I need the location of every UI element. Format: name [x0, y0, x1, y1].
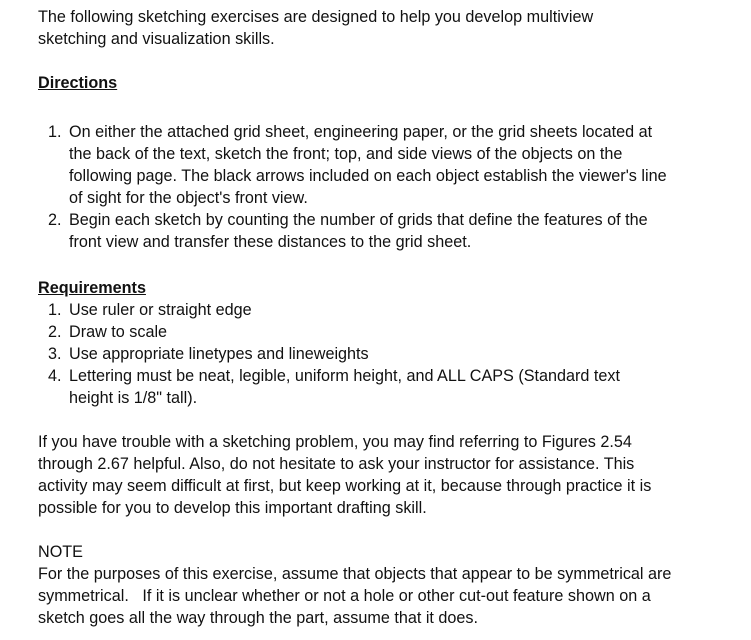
note-paragraph: For the purposes of this exercise, assume that objects that appear to be symmetrical are symmetrical. If it is unclear whether or not a hole or other cut-out feature shown on a sketch goes all the way through the part, assume that it does. — [38, 565, 676, 627]
list-number: 1. — [48, 123, 62, 141]
list-item — [38, 343, 648, 365]
directions-list — [38, 121, 678, 253]
list-item — [38, 365, 648, 409]
list-text: Lettering must be neat, legible, uniform height, and ALL CAPS (Standard text height is 1/8" tall). — [69, 367, 621, 407]
list-number: 3. — [48, 345, 62, 363]
note-heading: NOTE — [38, 543, 83, 561]
list-text: On either the attached grid sheet, engineering paper, or the grid sheets located at the back of the text, sketch the front; top, and side views of the objects on the following page. The black arrows included on each object establish the viewer's line of sight for the object's front view. — [69, 123, 667, 207]
list-item — [38, 209, 684, 253]
list-number: 2. — [48, 211, 62, 229]
list-text: Use ruler or straight edge — [69, 301, 252, 319]
list-item — [38, 121, 678, 209]
list-number: 1. — [48, 301, 62, 319]
intro-paragraph: The following sketching exercises are designed to help you develop multiview sketching and visualization skills. — [38, 8, 594, 48]
document-page — [38, 6, 738, 629]
list-text: Draw to scale — [69, 323, 168, 341]
list-text: Use appropriate linetypes and lineweights — [69, 345, 369, 363]
list-item — [38, 321, 648, 343]
list-item — [38, 299, 648, 321]
list-number: 4. — [48, 367, 62, 385]
list-number: 2. — [48, 323, 62, 341]
list-text: Begin each sketch by counting the number of grids that define the features of the front view and transfer these distances to the grid sheet. — [69, 211, 648, 251]
requirements-heading: Requirements — [38, 279, 146, 297]
requirements-list — [38, 299, 648, 409]
directions-heading: Directions — [38, 74, 118, 92]
trouble-paragraph: If you have trouble with a sketching problem, you may find referring to Figures 2.54 through 2.67 helpful. Also, do not hesitate to ask your instructor for assistance. This activity may seem difficult at first, but keep working at it, because through practice it is possible for you to develop this important drafting skill. — [38, 433, 652, 517]
